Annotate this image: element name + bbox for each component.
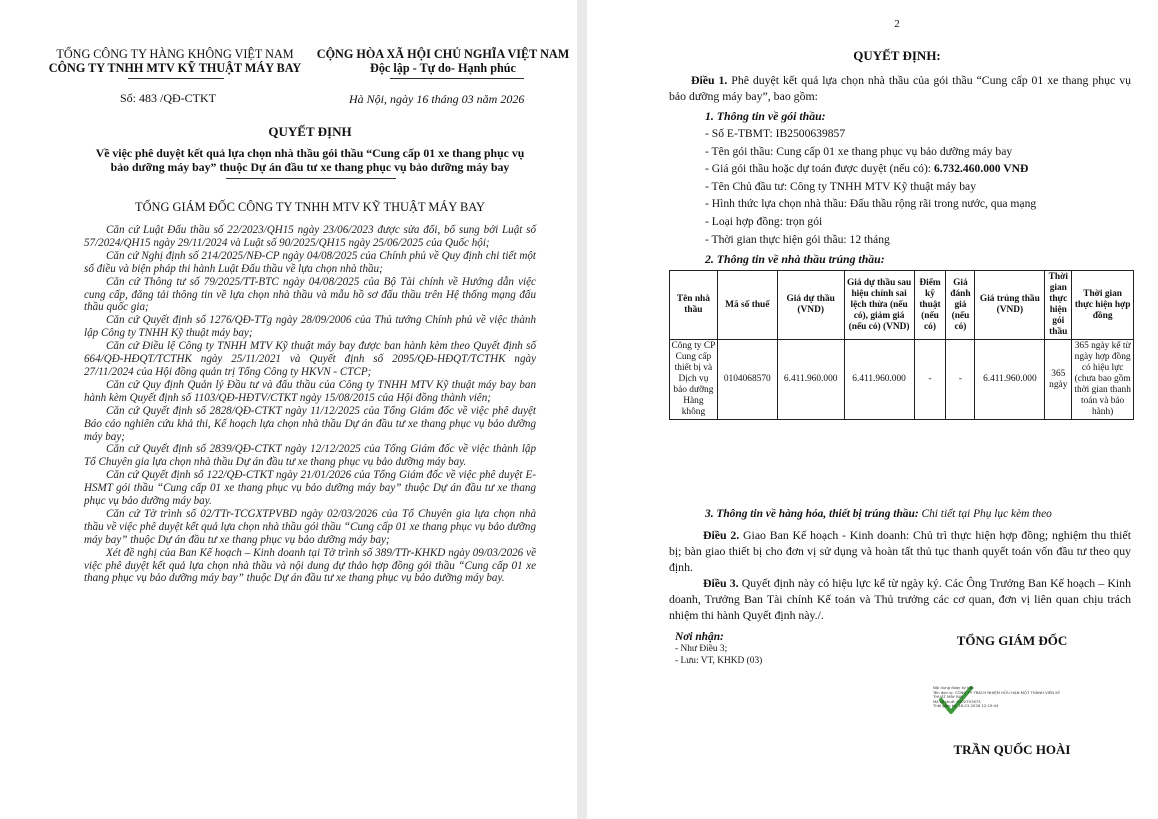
table-header-cell: Tên nhà thầu [670, 271, 718, 340]
info-line: - Thời gian thực hiện gói thầu: 12 tháng [705, 232, 890, 246]
table-cell: - [946, 340, 975, 420]
article-2 [669, 527, 1131, 575]
recipient-item: - Lưu: VT, KHKD (03) [675, 656, 763, 666]
recipients-title: Nơi nhận: [675, 631, 724, 643]
table-header-cell: Mã số thuế [717, 271, 777, 340]
subject-underline [226, 178, 396, 179]
section-3 [705, 508, 1052, 520]
article-2-text: Giao Ban Kế hoạch - Kinh doanh: Chủ trì thực hiện hợp đồng; nghiệm thu thiết bị; bàn giao thiết bị cho đơn vị sử dụng và hoàn tất thủ tục thanh quyết toán vốn đầu tư theo quy định. [669, 528, 1131, 574]
table-header-cell: Thời gian thực hiện hợp đồng [1072, 271, 1134, 340]
document-title: QUYẾT ĐỊNH [268, 124, 352, 139]
nation-name: CỘNG HÒA XÃ HỘI CHỦ NGHĨA VIỆT NAM [316, 47, 570, 61]
price-label: - Giá gói thầu hoặc dự toán được duyệt (nếu có): [705, 162, 934, 176]
table-cell: - [914, 340, 946, 420]
decision-heading: QUYẾT ĐỊNH: [853, 48, 941, 63]
table-cell: Công ty CP Cung cấp thiết bị và Dịch vụ bảo dưỡng Hàng không [670, 340, 718, 420]
signer-name: TRẦN QUỐC HOÀI [953, 742, 1071, 757]
info-line-price [705, 160, 1135, 178]
section-1-title: 1. Thông tin về gói thầu: [705, 109, 826, 123]
legal-basis-item: Căn cứ Quy định Quản lý Đầu tư và đấu thầu của Công ty TNHH MTV Kỹ thuật máy bay ban hành kèm Quyết định số 1103/QĐ-HĐTV/CTKT ngày 15/08/2015 của Hội đồng thành viên; [84, 378, 536, 404]
info-line: - Số E-TBMT: IB2500639857 [705, 127, 846, 140]
parent-org-name: TỔNG CÔNG TY HÀNG KHÔNG VIỆT NAM [56, 47, 294, 61]
table-row [670, 340, 1134, 420]
table-cell: 365 ngày [1045, 340, 1072, 420]
place-and-date: Hà Nội, ngày 16 tháng 03 năm 2026 [349, 92, 525, 106]
stamp-line: Mã số thuế: 0102797873 [933, 698, 981, 704]
header-underline [128, 78, 224, 79]
table-header-cell: Giá dự thầu sau hiệu chỉnh sai lệch thừa (nếu có), giảm giá (nếu có) (VND) [844, 271, 914, 340]
document-page-1 [0, 0, 577, 819]
legal-basis-item: Căn cứ Quyết định số 122/QĐ-CTKT ngày 21/01/2026 của Tổng Giám đốc về việc phê duyệt E-HSMT gói thầu “Cung cấp 01 xe thang phục vụ bảo dưỡng máy bay” thuộc Dự án đầu tư xe thang phục vụ bảo dưỡng máy bay. [84, 469, 536, 508]
article-3 [669, 575, 1131, 623]
company-name: CÔNG TY TNHH MTV KỸ THUẬT MÁY BAY [48, 61, 302, 75]
recipients-block [675, 631, 875, 667]
legal-basis-item: Căn cứ Tờ trình số 02/TTr-TCGXTPVBD ngày 02/03/2026 của Tổ Chuyên gia lựa chọn nhà thầu về việc phê duyệt kết quả lựa chọn nhà thầu gói thầu “Cung cấp 01 xe thang phục vụ bảo dưỡng máy bay” thuộc Dự án đầu tư xe thang phục vụ bảo dưỡng máy bay; [84, 507, 536, 546]
motto-underline [390, 78, 524, 79]
legal-basis-item: Căn cứ Quyết định số 2828/QĐ-CTKT ngày 11/12/2025 của Tổng Giám đốc về việc phê duyệt Báo cáo nghiên cứu khả thi, Kế hoạch lựa chọn nhà thầu Dự án đầu tư xe thang phục vụ bảo dưỡng máy bay; [84, 404, 536, 443]
table-cell: 6.411.960.000 [844, 340, 914, 420]
legal-basis-item: Căn cứ Luật Đấu thầu số 22/2023/QH15 ngày 23/06/2023 được sửa đổi, bổ sung bởi Luật số 57/2024/QH15 ngày 29/11/2024 và Luật số 90/2025/QH15 ngày 25/06/2025 của Quốc hội; [84, 224, 536, 249]
table-cell: 0104068570 [717, 340, 777, 420]
legal-basis-item: Căn cứ Quyết định số 2839/QĐ-CTKT ngày 12/12/2025 của Tổng Giám đốc về việc thành lập Tổ Chuyên gia lựa chọn nhà thầu Dự án đầu tư xe thang phục vụ bảo dưỡng máy bay. [84, 443, 536, 469]
legal-basis-list [84, 224, 536, 585]
nation-motto: Độc lập - Tự do- Hạnh phúc [370, 61, 516, 75]
section-3-label: 3. Thông tin về hàng hóa, thiết bị trúng thầu: [705, 508, 919, 520]
digital-signature-info [933, 686, 1073, 709]
subject-line-1: Về việc phê duyệt kết quả lựa chọn nhà thầu gói thầu “Cung cấp 01 xe thang phục vụ [95, 146, 525, 160]
section-2-title: 2. Thông tin về nhà thầu trúng thầu: [705, 252, 885, 266]
document-page-2 [587, 0, 1158, 819]
table-cell: 6.411.960.000 [777, 340, 844, 420]
article-1-text: Phê duyệt kết quả lựa chọn nhà thầu của gói thầu “Cung cấp 01 xe thang phục vụ bảo dưỡng máy bay”, bao gồm: [669, 73, 1131, 103]
national-header [308, 47, 578, 75]
info-line: - Tên gói thầu: Cung cấp 01 xe thang phục vụ bảo dưỡng máy bay [705, 144, 1013, 158]
winning-bidder-table [669, 270, 1134, 420]
article-1-label: Điều 1. [691, 73, 728, 87]
legal-basis-item: Căn cứ Nghị định số 214/2025/NĐ-CP ngày 04/08/2025 của Chính phủ về Quy định chi tiết một số điều và biện pháp thi hành Luật Đấu thầu về lựa chọn nhà thầu; [84, 249, 536, 275]
info-line: - Tên Chủ đầu tư: Công ty TNHH MTV Kỹ thuật máy bay [705, 179, 976, 193]
table-header-cell: Giá trúng thầu (VND) [975, 271, 1045, 340]
issuing-authority: TỔNG GIÁM ĐỐC CÔNG TY TNHH MTV KỸ THUẬT MÁY BAY [135, 200, 485, 214]
document-number: Số: 483 /QĐ-CTKT [120, 91, 216, 105]
article-2-label: Điều 2. [703, 528, 740, 542]
price-value: 6.732.460.000 VNĐ [933, 162, 1029, 176]
page-number: 2 [894, 18, 900, 30]
recipient-item: - Như Điều 3; [675, 644, 728, 654]
organization-header [40, 47, 310, 75]
table-header-cell: Giá đánh giá (nếu có) [946, 271, 975, 340]
info-line: - Loại hợp đồng: trọn gói [705, 214, 823, 228]
legal-basis-item: Xét đề nghị của Ban Kế hoạch – Kinh doanh tại Tờ trình số 389/TTr-KHKD ngày 09/03/2026 về việc phê duyệt kết quả lựa chọn nhà thầu và nội dung dự thảo hợp đồng gói thầu “Cung cấp 01 xe thang phục vụ bảo dưỡng máy bay” thuộc Dự án đầu tư xe thang phục vụ bảo dưỡng máy bay. [84, 546, 536, 585]
document-subject [40, 146, 580, 174]
subject-line-2: bảo dưỡng máy bay” thuộc Dự án đầu tư xe thang phục vụ bảo dưỡng máy bay [110, 160, 510, 174]
signer-title: TỔNG GIÁM ĐỐC [956, 633, 1068, 648]
legal-basis-item: Căn cứ Điều lệ Công ty TNHH MTV Kỹ thuật máy bay được ban hành kèm theo Quyết định số 664/QĐ-HĐQT/TCTHK ngày 25/11/2021 và Quyết định số 2095/QĐ-HĐQT/TCTHK ngày 27/11/2024 của Hội đồng quản trị Tổng Công ty HKVN - CTCP; [84, 340, 536, 378]
table-cell: 6.411.960.000 [975, 340, 1045, 420]
legal-basis-item: Căn cứ Quyết định số 1276/QĐ-TTg ngày 28/09/2006 của Thủ tướng Chính phủ về việc thành lập Công ty TNHH Kỹ thuật máy bay; [84, 314, 536, 340]
table-header-row [670, 271, 1134, 340]
table-cell: 365 ngày kể từ ngày hợp đồng có hiệu lực (chưa bao gồm thời gian thanh toán và bảo hành) [1072, 340, 1134, 420]
article-3-label: Điều 3. [703, 576, 739, 590]
article-3-text: Quyết định này có hiệu lực kể từ ngày ký. Các Ông Trưởng Ban Kế hoạch – Kinh doanh, Trưởng Ban Tài chính Kế toán và Thủ trưởng các cơ quan, đơn vị liên quan chịu trách nhiệm thi hành Quyết định này./. [669, 576, 1131, 622]
table-header-cell: Điểm kỹ thuật (nếu có) [914, 271, 946, 340]
info-line: - Hình thức lựa chọn nhà thầu: Đấu thầu rộng rãi trong nước, qua mạng [705, 197, 1037, 211]
stamp-line: Nội dung được ký bởi: [933, 685, 975, 690]
article-1 [669, 72, 1131, 104]
stamp-line: Tên đơn vị: CÔNG TY TRÁCH NHIỆM HỮU HẠN MỘT THÀNH VIÊN KỸ THUẬT MÁY BAY [933, 689, 1061, 700]
stamp-line: Thời gian ký: 16-03-2026 12:19:44 [933, 703, 999, 709]
package-info [705, 125, 1135, 248]
table-header-cell: Thời gian thực hiện gói thầu [1045, 271, 1072, 340]
legal-basis-item: Căn cứ Thông tư số 79/2025/TT-BTC ngày 04/08/2025 của Bộ Tài chính về Hướng dẫn việc cung cấp, đăng tải thông tin về lựa chọn nhà thầu và mẫu hồ sơ đấu thầu trên Hệ thống mạng đấu thầu quốc gia; [84, 275, 536, 314]
table-header-cell: Giá dự thầu (VND) [777, 271, 844, 340]
section-3-text: Chi tiết tại Phụ lục kèm theo [918, 508, 1052, 520]
